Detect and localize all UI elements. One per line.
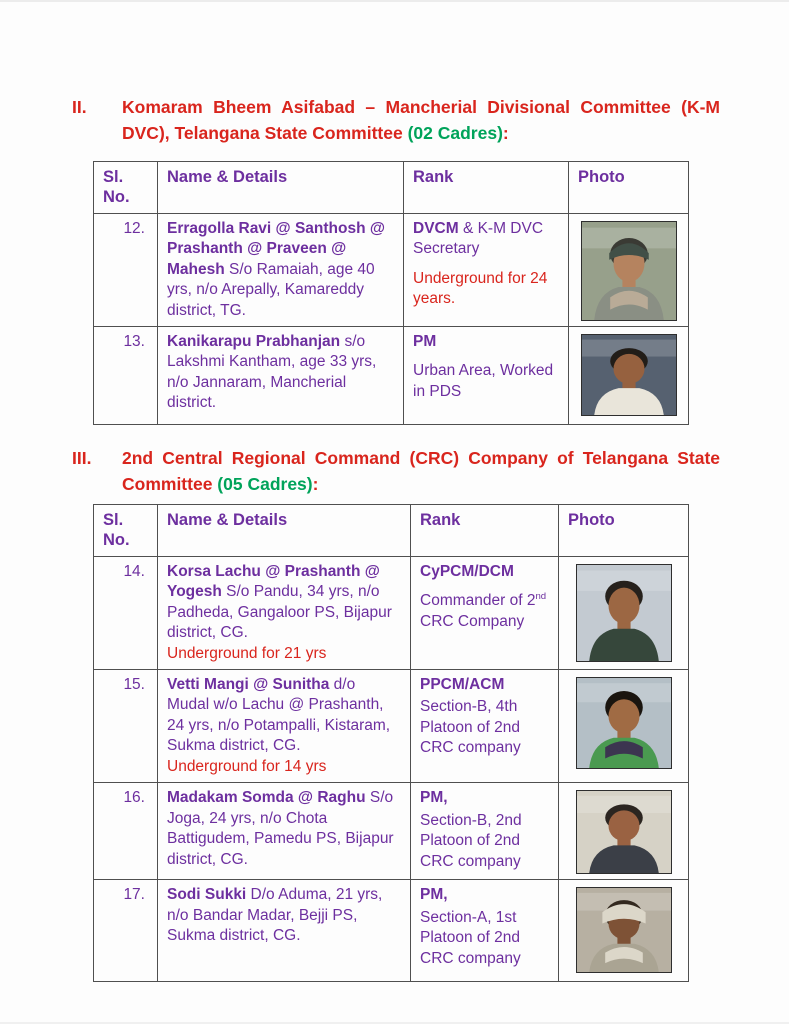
section-title-line2 [122, 471, 720, 497]
col-header-rank: Rank [404, 161, 569, 213]
sl-no-cell: 14. [94, 556, 158, 669]
col-header-sl-no: Sl. No. [94, 161, 158, 213]
ordinal-superscript: nd [535, 591, 547, 603]
photo-cell [559, 556, 689, 669]
cadre-table-2nd-crc [93, 504, 689, 983]
table-row [94, 327, 689, 425]
person-avatar-graphic [577, 791, 671, 873]
rank-detail: Section-B, 4th Platoon of 2nd CRC company [420, 698, 521, 757]
section-title-line2-text: Committee [122, 474, 218, 495]
rank-cell [404, 213, 569, 326]
section-number: II. [72, 97, 87, 117]
table-row [94, 880, 689, 982]
cadre-photo [581, 334, 677, 416]
table-header-row [94, 161, 689, 213]
sl-no-cell: 15. [94, 670, 158, 783]
photo-cell [569, 327, 689, 425]
cadre-details: s/o Lakshmi Kantham, age 33 yrs, n/o Jannaram, Mancherial district. [167, 333, 377, 412]
rank-detail: Section-B, 2nd Platoon of 2nd CRC company [420, 811, 522, 870]
person-avatar-graphic [577, 565, 671, 661]
person-avatar-graphic [577, 678, 671, 768]
sl-no-cell: 13. [94, 327, 158, 425]
rank-text [420, 788, 549, 808]
name-details-cell [158, 556, 411, 669]
col-header-name-details: Name & Details [158, 161, 404, 213]
table-header-row [94, 504, 689, 556]
col-header-photo: Photo [559, 504, 689, 556]
name-details-cell [158, 880, 411, 982]
rank-text [420, 885, 549, 905]
photo-cell [559, 670, 689, 783]
cadre-photo [576, 564, 672, 662]
cadre-name: Erragolla Ravi @ Santhosh @ Prashanth @ Praveen @ Mahesh [167, 219, 385, 278]
cadre-count: (05 Cadres) [217, 474, 313, 495]
section-title [122, 94, 720, 147]
sl-no-cell: 17. [94, 880, 158, 982]
name-details-cell [158, 213, 404, 326]
rank-text [413, 219, 559, 260]
rank-title: PM [413, 333, 437, 351]
rank-cell [411, 783, 559, 880]
underground-note: Underground for 24 years. [413, 269, 548, 308]
table-row [94, 670, 689, 783]
col-header-rank: Rank [411, 504, 559, 556]
name-details-cell [158, 783, 411, 880]
rank-title: PPCM/ACM [420, 676, 505, 694]
cadre-details: S/o Joga, 24 yrs, n/o Chota Battigudem, Pamedu PS, Bijapur district, CG. [167, 789, 394, 868]
cadre-details: d/o Mudal w/o Lachu @ Prashanth, 24 yrs, n/o Potampalli, Kistaram, Sukma district, CG. [167, 676, 391, 755]
table-row [94, 783, 689, 880]
photo-cell [559, 880, 689, 982]
section-number: III. [72, 448, 92, 469]
name-details-cell [158, 327, 404, 425]
rank-extra: & K-M DVC Secretary [413, 219, 544, 258]
rank-detail: Section-A, 1st Platoon of 2nd CRC company [420, 908, 521, 967]
rank-detail-text: Commander of 2 [420, 592, 536, 610]
cadre-details: D/o Aduma, 21 yrs, n/o Bandar Madar, Bejji PS, Sukma district, CG. [167, 886, 383, 945]
rank-title: PM, [420, 789, 448, 807]
rank-cell [411, 670, 559, 783]
title-colon: : [312, 474, 319, 495]
section-title-line1: 2nd Central Regional Command (CRC) Company of Telangana State [122, 448, 720, 469]
person-avatar-graphic [582, 335, 676, 415]
rank-text [413, 332, 559, 352]
underground-note: Underground for 14 yrs [167, 757, 327, 775]
title-colon: : [502, 123, 509, 144]
rank-detail: Urban Area, Worked in PDS [413, 362, 554, 400]
rank-detail [420, 591, 549, 632]
rank-title: PM, [420, 886, 448, 904]
name-details-cell [158, 670, 411, 783]
table-row [94, 213, 689, 326]
cadre-details: S/o Pandu, 34 yrs, n/o Padheda, Gangaloor PS, Bijapur district, CG. [167, 583, 392, 642]
section-title [122, 445, 720, 498]
rank-text [420, 562, 549, 582]
section-km-dvc [72, 94, 721, 425]
section-2nd-crc [72, 445, 721, 982]
rank-title: CyPCM/DCM [420, 562, 514, 580]
cadre-details: S/o Ramaiah, age 40 yrs, n/o Arepally, Kamareddy district, TG. [167, 260, 375, 319]
rank-cell [404, 327, 569, 425]
rank-detail-text: CRC Company [420, 612, 525, 630]
section-heading [72, 94, 720, 147]
table-row [94, 556, 689, 669]
underground-note: Underground for 21 yrs [167, 644, 327, 662]
person-avatar-graphic [577, 888, 671, 972]
cadre-name: Madakam Somda @ Raghu [167, 789, 366, 807]
section-title-line2 [122, 120, 720, 146]
photo-cell [569, 213, 689, 326]
sl-no-cell: 12. [94, 213, 158, 326]
cadre-name: Korsa Lachu @ Prashanth @ Yogesh [167, 562, 380, 601]
section-title-line2-text: DVC), Telangana State Committee [122, 123, 408, 144]
person-avatar-graphic [582, 222, 676, 320]
rank-text [420, 675, 549, 695]
col-header-name-details: Name & Details [158, 504, 411, 556]
cadre-photo [576, 790, 672, 874]
cadre-photo [576, 887, 672, 973]
sl-no-cell: 16. [94, 783, 158, 880]
cadre-name: Sodi Sukki [167, 886, 247, 904]
cadre-table-km-dvc [93, 161, 689, 426]
cadre-count: (02 Cadres) [407, 123, 503, 144]
cadre-name: Kanikarapu Prabhanjan [167, 333, 341, 351]
photo-cell [559, 783, 689, 880]
cadre-name: Vetti Mangi @ Sunitha [167, 676, 330, 694]
rank-title: DVCM [413, 219, 459, 237]
rank-cell [411, 880, 559, 982]
col-header-sl-no: Sl. No. [94, 504, 158, 556]
section-heading [72, 445, 720, 498]
rank-cell [411, 556, 559, 669]
section-title-line1: Komaram Bheem Asifabad – Mancherial Divisional Committee (K-M [122, 97, 720, 117]
col-header-photo: Photo [569, 161, 689, 213]
cadre-photo [581, 221, 677, 321]
cadre-photo [576, 677, 672, 769]
